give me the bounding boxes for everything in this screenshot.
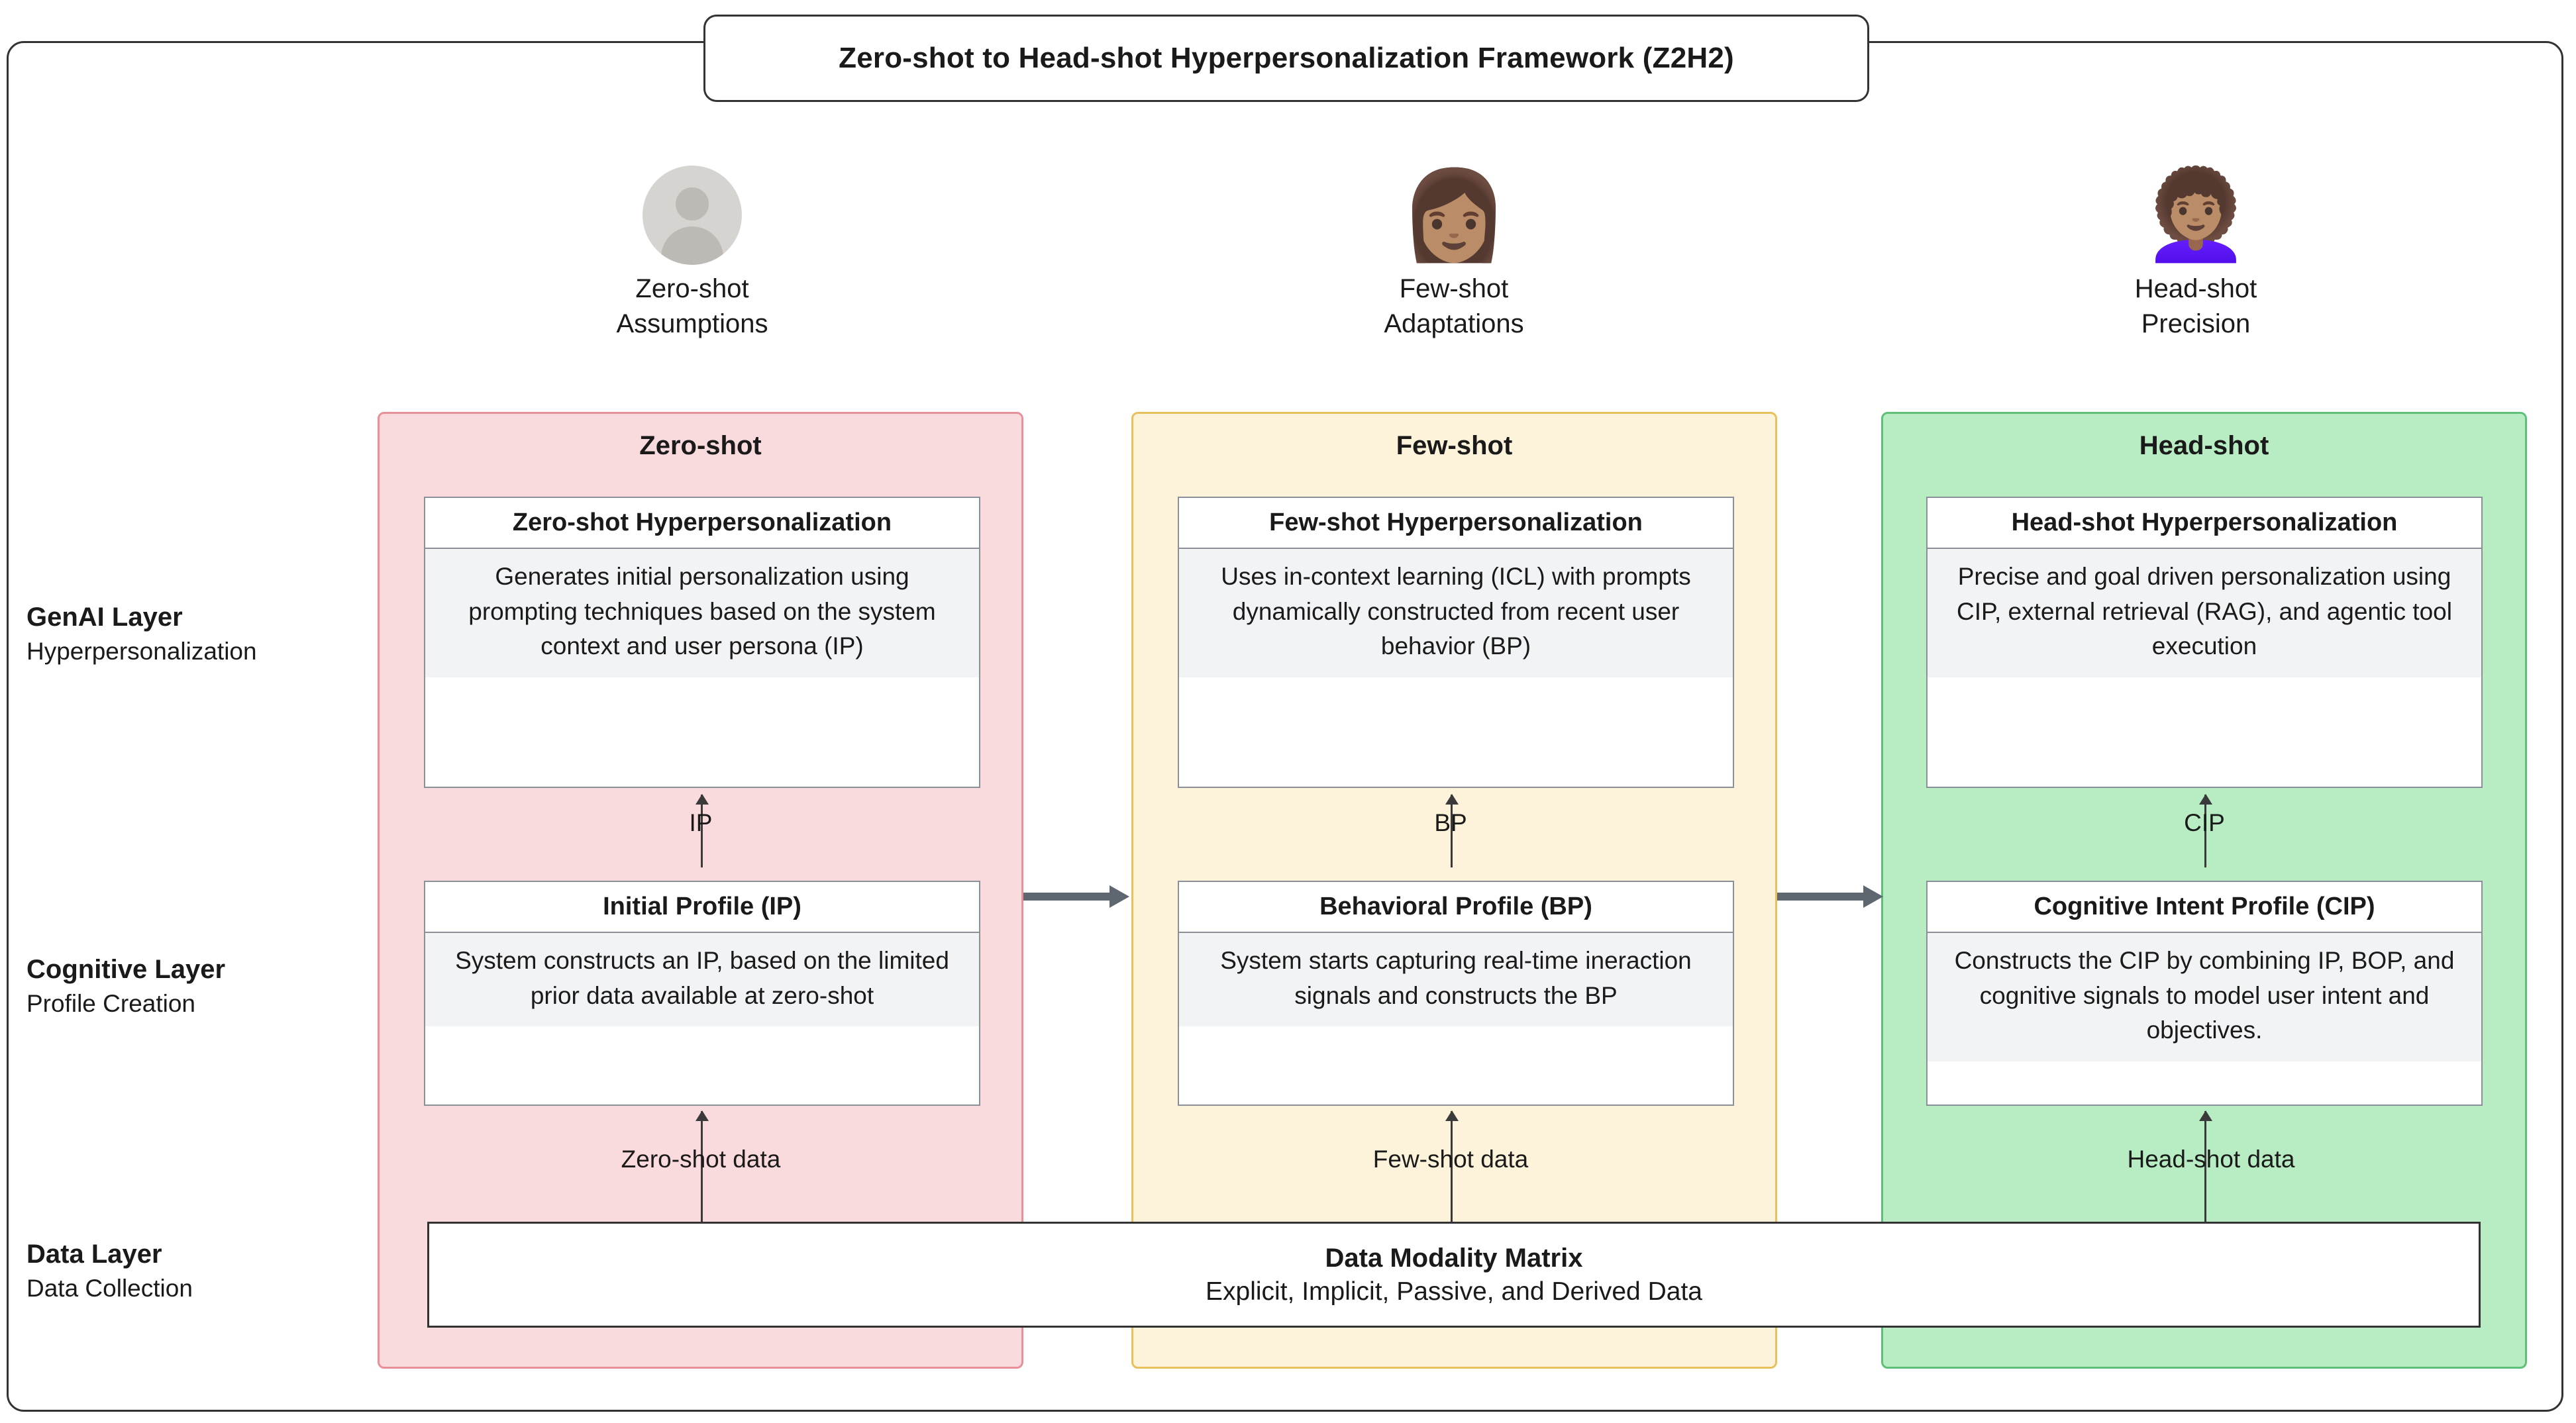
persona-head-shot-line1: Head-shot xyxy=(2134,274,2257,303)
page-title: Zero-shot to Head-shot Hyperpersonalization Framework (Z2H2) xyxy=(839,42,1734,74)
arrow-label-zero-shot-ip: IP xyxy=(689,809,713,836)
column-title-few-shot: Few-shot xyxy=(1396,431,1513,460)
row-label-genai-layer xyxy=(26,603,257,665)
woman-curly-hair-avatar-icon: 👩🏽‍🦱 xyxy=(2141,166,2251,264)
arrow-few-to-head xyxy=(1777,893,1863,901)
row-label-cognitive-title: Cognitive Layer xyxy=(26,955,226,984)
row-label-data-sub: Data Collection xyxy=(26,1275,193,1302)
column-title-head-shot: Head-shot xyxy=(2139,431,2269,460)
card-few-shot-genai-title: Few-shot Hyperpersonalization xyxy=(1179,498,1733,549)
arrow-label-head-shot-cip: CIP xyxy=(2184,809,2225,836)
card-head-shot-genai xyxy=(1926,497,2483,788)
row-label-data-title: Data Layer xyxy=(26,1240,162,1269)
persona-head-shot xyxy=(2057,166,2335,342)
persona-head-shot-line2: Precision xyxy=(2141,309,2251,338)
persona-few-shot-line1: Few-shot xyxy=(1399,274,1509,303)
persona-zero-shot-line1: Zero-shot xyxy=(635,274,749,303)
row-label-genai-title: GenAI Layer xyxy=(26,603,183,632)
data-modality-matrix-title: Data Modality Matrix xyxy=(1325,1243,1583,1273)
row-label-genai-sub: Hyperpersonalization xyxy=(26,638,257,665)
card-head-shot-cognitive-body: Constructs the CIP by combining IP, BOP, and cognitive signals to model user intent and objectives. xyxy=(1928,933,2481,1061)
arrow-label-head-shot-data: Head-shot data xyxy=(2127,1146,2295,1173)
card-head-shot-cognitive-title: Cognitive Intent Profile (CIP) xyxy=(1928,882,2481,933)
card-zero-shot-cognitive xyxy=(424,881,980,1106)
woman-avatar-icon: 👩🏽 xyxy=(1399,166,1509,264)
arrow-label-few-shot-bp: BP xyxy=(1434,809,1467,836)
anonymous-user-avatar-icon xyxy=(643,166,742,265)
persona-few-shot xyxy=(1315,166,1593,342)
card-head-shot-cognitive xyxy=(1926,881,2483,1106)
row-label-cognitive-sub: Profile Creation xyxy=(26,990,196,1017)
persona-few-shot-line2: Adaptations xyxy=(1384,309,1524,338)
arrow-label-few-shot-data: Few-shot data xyxy=(1372,1146,1529,1173)
card-head-shot-genai-body: Precise and goal driven personalization using CIP, external retrieval (RAG), and agentic tool execution xyxy=(1928,549,2481,677)
data-modality-matrix xyxy=(427,1222,2481,1328)
diagram-title-box xyxy=(703,15,1869,102)
persona-zero-shot-line2: Assumptions xyxy=(616,309,768,338)
card-few-shot-genai xyxy=(1178,497,1734,788)
card-few-shot-cognitive-body: System starts capturing real-time ineraction signals and constructs the BP xyxy=(1179,933,1733,1026)
card-zero-shot-genai-title: Zero-shot Hyperpersonalization xyxy=(425,498,979,549)
row-label-data-layer xyxy=(26,1240,193,1302)
card-zero-shot-genai xyxy=(424,497,980,788)
row-label-cognitive-layer xyxy=(26,955,225,1018)
card-few-shot-cognitive xyxy=(1178,881,1734,1106)
card-few-shot-genai-body: Uses in-context learning (ICL) with prompts dynamically constructed from recent user behavior (BP) xyxy=(1179,549,1733,677)
card-few-shot-cognitive-title: Behavioral Profile (BP) xyxy=(1179,882,1733,933)
arrow-label-zero-shot-data: Zero-shot data xyxy=(621,1146,781,1173)
persona-zero-shot xyxy=(553,166,831,342)
card-zero-shot-genai-body: Generates initial personalization using prompting techniques based on the system context and user persona (IP) xyxy=(425,549,979,677)
card-zero-shot-cognitive-body: System constructs an IP, based on the limited prior data available at zero-shot xyxy=(425,933,979,1026)
card-head-shot-genai-title: Head-shot Hyperpersonalization xyxy=(1928,498,2481,549)
column-title-zero-shot: Zero-shot xyxy=(639,431,762,460)
arrow-zero-to-few xyxy=(1023,893,1109,901)
data-modality-matrix-subtitle: Explicit, Implicit, Passive, and Derived Data xyxy=(1206,1277,1702,1306)
card-zero-shot-cognitive-title: Initial Profile (IP) xyxy=(425,882,979,933)
